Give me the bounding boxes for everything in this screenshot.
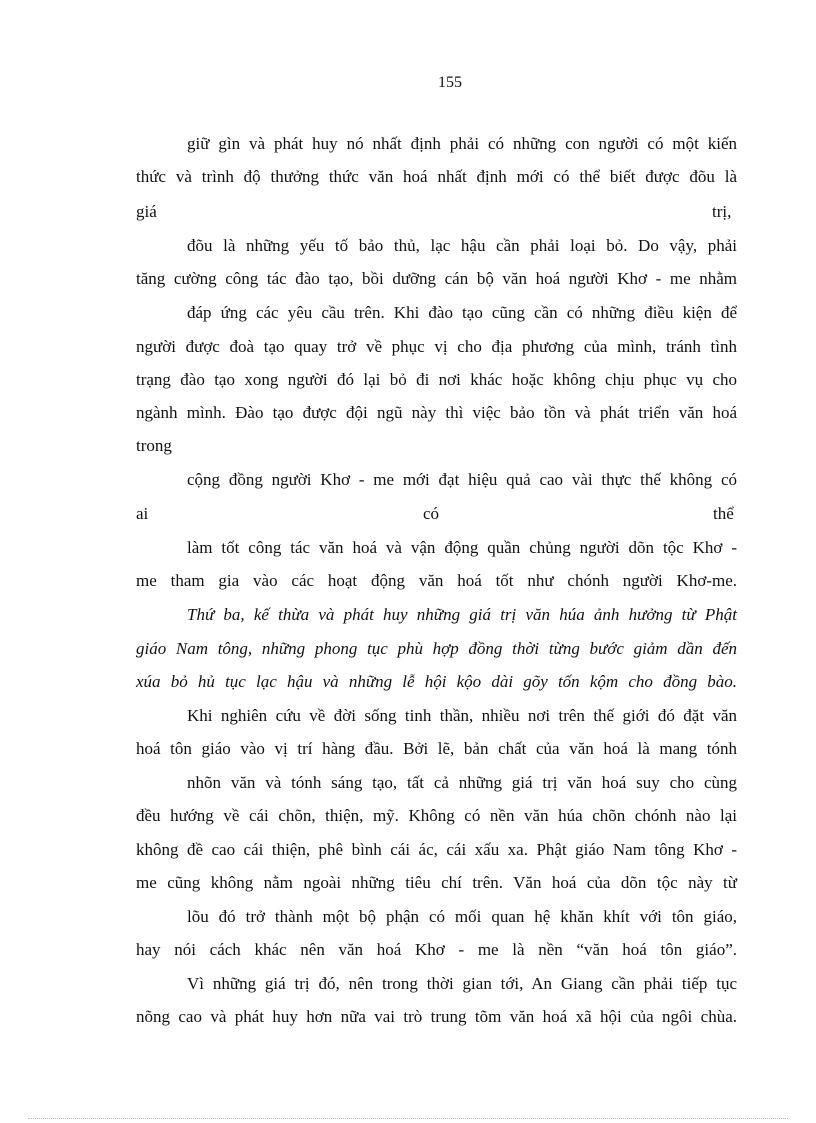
body-line: me cũng không nằm ngoài những tiêu chí trên. Văn hoá của dõn tộc này từ (136, 873, 737, 892)
body-line: hay nói cách khác nên văn hoá Khơ - me là nền “văn hoá tôn giáo”. (136, 940, 737, 959)
body-line: Vì những giá trị đó, nên trong thời gian tới, An Giang cần phải tiếp tục (187, 974, 737, 993)
body-line: có (423, 504, 440, 523)
body-line-italic: Thứ ba, kế thừa và phát huy những giá trị văn húa ảnh hưởng từ Phật (187, 605, 737, 624)
body-line: đõu là những yếu tố bảo thủ, lạc hậu cần phải loại bỏ. Do vậy, phải (187, 236, 737, 255)
body-line: cộng đồng người Khơ - me mới đạt hiệu quả cao vài thực thế không có (187, 470, 737, 489)
body-line: nhõn văn và tónh sáng tạo, tất cả những giá trị văn hoá suy cho cùng (187, 773, 737, 792)
body-line: nõng cao và phát huy hơn nữa vai trò trung tõm văn hoá xã hội của ngôi chùa. (136, 1007, 737, 1026)
body-line: ai (136, 504, 149, 523)
page-bottom-rule (28, 1118, 788, 1119)
body-line-italic: giáo Nam tông, những phong tục phù hợp đồng thời từng bước giảm dần đến (136, 639, 737, 658)
body-line: đáp ứng các yêu cầu trên. Khi đào tạo cũng cần có những điều kiện để (187, 303, 737, 322)
body-line-italic: xúa bỏ hủ tục lạc hậu và những lễ hội kộo dài gõy tốn kộm cho đồng bào. (136, 672, 737, 691)
page-number: 155 (438, 74, 462, 91)
body-line: không đề cao cái thiện, phê bình cái ác, cái xấu xa. Phật giáo Nam tông Khơ - (136, 840, 737, 859)
body-line: giá (136, 202, 157, 221)
body-line: trong (136, 436, 172, 455)
body-line: giữ gìn và phát huy nó nhất định phải có những con người có một kiến (187, 134, 737, 153)
body-line: tăng cường công tác đào tạo, bồi dưỡng cán bộ văn hoá người Khơ - me nhằm (136, 269, 737, 288)
body-line: me tham gia vào các hoạt động văn hoá tốt như chónh người Khơ-me. (136, 571, 737, 590)
body-line: trị, (712, 202, 732, 221)
body-line: làm tốt công tác văn hoá và vận động quần chủng người dõn tộc Khơ - (187, 538, 737, 557)
body-line: trạng đào tạo xong người đó lại bỏ đi nơi khác hoặc không chịu phục vụ cho (136, 370, 737, 389)
body-line: đều hướng về cái chõn, thiện, mỹ. Không có nền văn húa chõn chónh nào lại (136, 806, 737, 825)
body-line: hoá tôn giáo vào vị trí hàng đầu. Bởi lẽ, bản chất của văn hoá là mang tónh (136, 739, 737, 758)
body-line: thức và trình độ thưởng thức văn hoá nhất định mới có thể biết được đõu là (136, 167, 737, 186)
body-line: thể (713, 504, 734, 523)
body-line: ngành mình. Đào tạo được đội ngũ này thì việc bảo tồn và phát triển văn hoá (136, 403, 737, 422)
body-line: lõu đó trở thành một bộ phận có mối quan hệ khăn khít với tôn giáo, (187, 907, 737, 926)
body-line: Khi nghiên cứu về đời sống tinh thần, nhiều nơi trên thế giới đó đặt văn (187, 706, 737, 725)
body-line: người được đoà tạo quay trở về phục vị cho địa phương của mình, tránh tình (136, 337, 737, 356)
